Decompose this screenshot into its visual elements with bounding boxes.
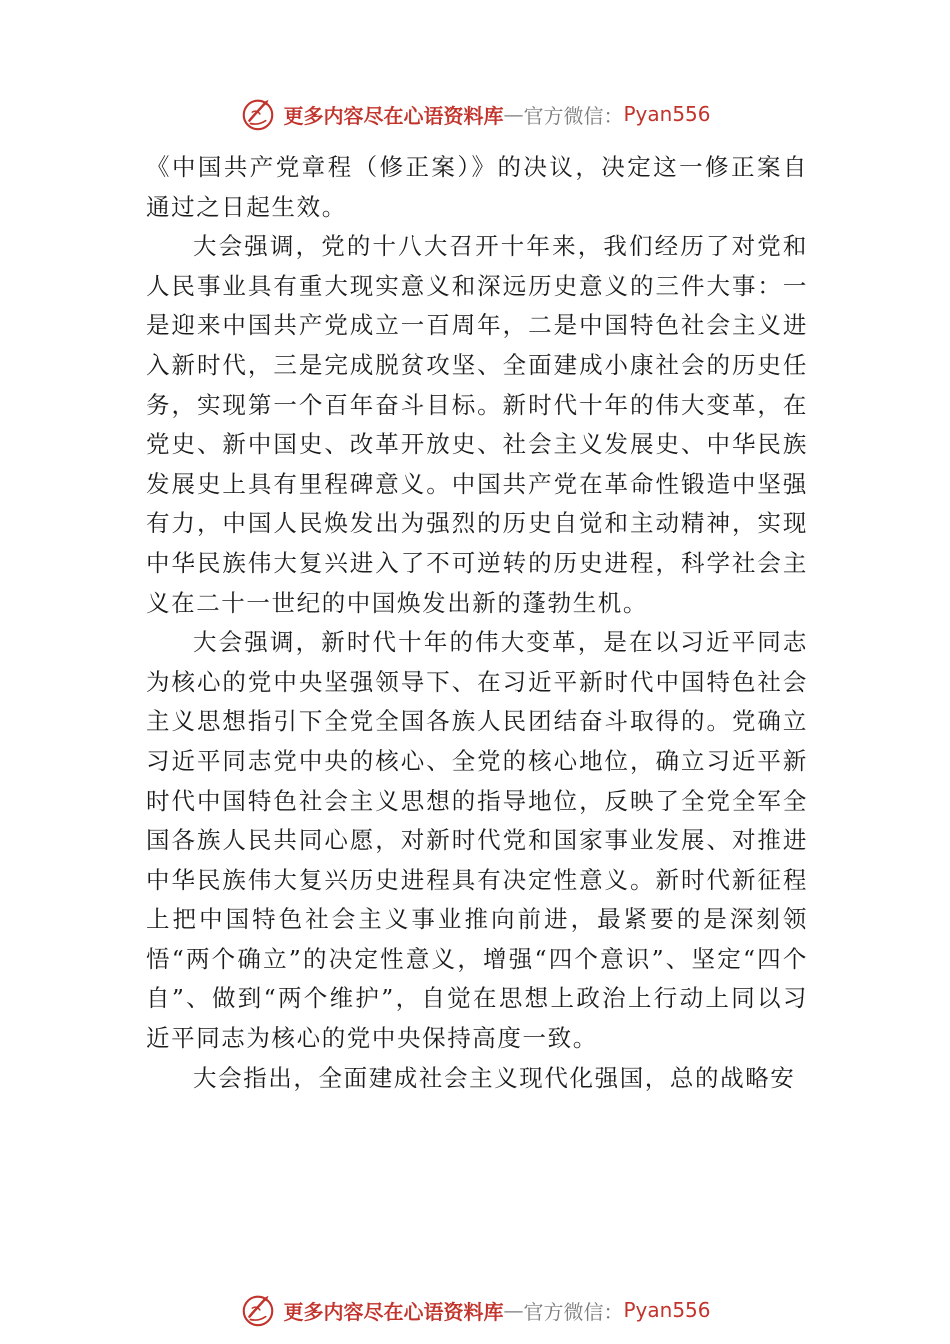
watermark-brand: 更多内容尽在心语资料库 xyxy=(283,103,504,128)
watermark-dash: — xyxy=(503,102,524,126)
writing-hand-logo-icon xyxy=(239,1291,277,1329)
writing-hand-logo-icon xyxy=(239,95,277,133)
footer-watermark xyxy=(0,1290,950,1330)
paragraph-great-transformation: 大会强调，新时代十年的伟大变革，是在以习近平同志为核心的党中央坚强领导下、在习近平新时代中国特色社会主义思想指引下全党全国各族人民团结奋斗取得的。党确立习近平同志党中央的核心、全党的核心地位，确立习近平新时代中国特色社会主义思想的指导地位，反映了全党全军全国各族人民共同心愿，对新时代党和国家事业发展、对推进中华民族伟大复兴历史进程具有决定性意义。新时代新征程上把中国特色社会主义事业推向前进，最紧要的是深刻领悟“两个确立”的决定性意义，增强“四个意识”、坚定“四个自”、做到“两个维护”，自觉在思想上政治上行动上同以习近平同志为核心的党中央保持高度一致。 xyxy=(146,628,808,1053)
watermark-label: 官方微信： xyxy=(523,1299,624,1324)
watermark-dash: — xyxy=(503,1298,524,1322)
header-watermark xyxy=(0,94,950,134)
paragraph-continuation: 《中国共产党章程（修正案）》的决议，决定这一修正案自通过之日起生效。 xyxy=(146,153,808,221)
paragraph-strategic-arrangement: 大会指出，全面建成社会主义现代化强国，总的战略安 xyxy=(193,1063,796,1092)
watermark-label: 官方微信： xyxy=(523,103,624,128)
watermark-wechat-id: Pyan556 xyxy=(623,1298,711,1322)
watermark-brand: 更多内容尽在心语资料库 xyxy=(283,1299,504,1324)
watermark-wechat-id: Pyan556 xyxy=(623,102,711,126)
document-body xyxy=(146,148,808,1098)
paragraph-three-major-events: 大会强调，党的十八大召开十年来，我们经历了对党和人民事业具有重大现实意义和深远历史意义的三件大事：一是迎来中国共产党成立一百周年，二是中国特色社会主义进入新时代，三是完成脱贫攻坚、全面建成小康社会的历史任务，实现第一个百年奋斗目标。新时代十年的伟大变革，在党史、新中国史、改革开放史、社会主义发展史、中华民族发展史上具有里程碑意义。中国共产党在革命性锻造中坚强有力，中国人民焕发出为强烈的历史自觉和主动精神，实现中华民族伟大复兴进入了不可逆转的历史进程，科学社会主义在二十一世纪的中国焕发出新的蓬勃生机。 xyxy=(146,232,808,617)
